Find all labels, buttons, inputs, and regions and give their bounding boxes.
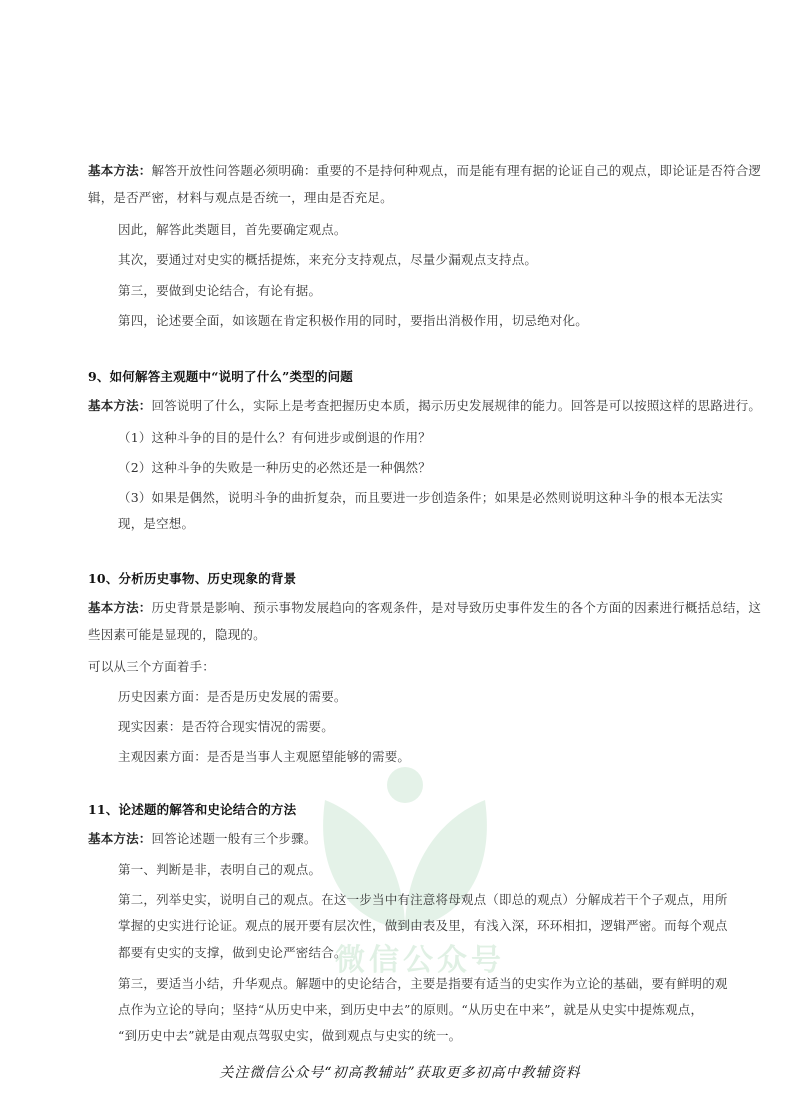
method-label: 基本方法： [88, 398, 152, 413]
section10-item-2: 现实因素：是否符合现实情况的需要。 [118, 719, 334, 734]
section8-method-cont: 辑，是否严密，材料与观点是否统一，理由是否充足。 [88, 190, 393, 205]
footer-promo: 关注微信公众号“初高教辅站”获取更多初高中教辅资料 [219, 1065, 581, 1081]
section8-paragraph-3: 第三，要做到史论结合，有论有据。 [118, 283, 322, 298]
section11-heading: 11、论述题的解答和史论结合的方法 [88, 802, 297, 817]
section9-method [88, 398, 761, 414]
section11-step-1: 第一、判断是非，表明自己的观点。 [118, 862, 322, 877]
method-text: 回答说明了什么，实际上是考查把握历史本质，揭示历史发展规律的能力。回答是可以按照这样的思路进行。 [151, 398, 762, 413]
method-label: 基本方法： [88, 600, 152, 615]
section10-method [88, 600, 761, 616]
section11-step-2: 第二，列举史实，说明自己的观点。在这一步当中有注意将母观点（即总的观点）分解成若干个子观点，用所 [118, 892, 728, 907]
section11-step-2-cont2: 都要有史实的支撑，做到史论严密结合。 [118, 945, 347, 960]
section11-method [88, 831, 317, 847]
section9-item-2: （2）这种斗争的失败是一种历史的必然还是一种偶然？ [118, 460, 431, 475]
section11-step-3-cont2: “到历史中去”就是由观点驾驭史实，做到观点与史实的统一。 [118, 1028, 462, 1043]
section11-step-3-cont1: 点作为立论的导向；坚持“从历史中来，到历史中去”的原则。“从历史在中来”，就是从史实中提炼观点， [118, 1002, 704, 1017]
section9-heading: 9、如何解答主观题中“说明了什么”类型的问题 [88, 369, 353, 384]
section10-intro: 可以从三个方面着手： [88, 659, 216, 674]
method-label: 基本方法： [88, 831, 152, 846]
section9-item-3-cont: 现，是空想。 [118, 516, 195, 531]
section8-paragraph-4: 第四，论述要全面，如该题在肯定积极作用的同时，要指出消极作用，切忌绝对化。 [118, 313, 588, 328]
section9-item-3: （3）如果是偶然，说明斗争的曲折复杂，而且要进一步创造条件；如果是必然则说明这种斗争的根本无法实 [118, 490, 724, 505]
method-text: 历史背景是影响、预示事物发展趋向的客观条件，是对导致历史事件发生的各个方面的因素进行概括总结，这 [151, 600, 762, 615]
section10-item-3: 主观因素方面：是否是当事人主观愿望能够的需要。 [118, 749, 411, 764]
section8-method [88, 163, 761, 179]
section10-heading: 10、分析历史事物、历史现象的背景 [88, 571, 297, 586]
section11-step-3: 第三，要适当小结，升华观点。解题中的史论结合，主要是指要有适当的史实作为立论的基础，要有鲜明的观 [118, 976, 728, 991]
section8-paragraph-1: 因此，解答此类题目，首先要确定观点。 [118, 222, 347, 237]
section9-item-1: （1）这种斗争的目的是什么？有何进步或倒退的作用？ [118, 430, 431, 445]
section10-item-1: 历史因素方面：是否是历史发展的需要。 [118, 689, 347, 704]
section11-step-2-cont1: 掌握的史实进行论证。观点的展开要有层次性，做到由表及里，有浅入深，环环相扣，逻辑严密。而每个观点 [118, 918, 728, 933]
method-text: 解答开放性问答题必须明确：重要的不是持何种观点，而是能有理有据的论证自己的观点，即论证是否符合逻 [151, 163, 762, 178]
section10-method-cont: 些因素可能是显现的，隐现的。 [88, 627, 266, 642]
method-label: 基本方法： [88, 163, 152, 178]
watermark-text: 微信公众号 [335, 943, 505, 978]
section8-paragraph-2: 其次，要通过对史实的概括提炼，来充分支持观点，尽量少漏观点支持点。 [118, 252, 538, 267]
method-text: 回答论述题一般有三个步骤。 [151, 831, 317, 846]
